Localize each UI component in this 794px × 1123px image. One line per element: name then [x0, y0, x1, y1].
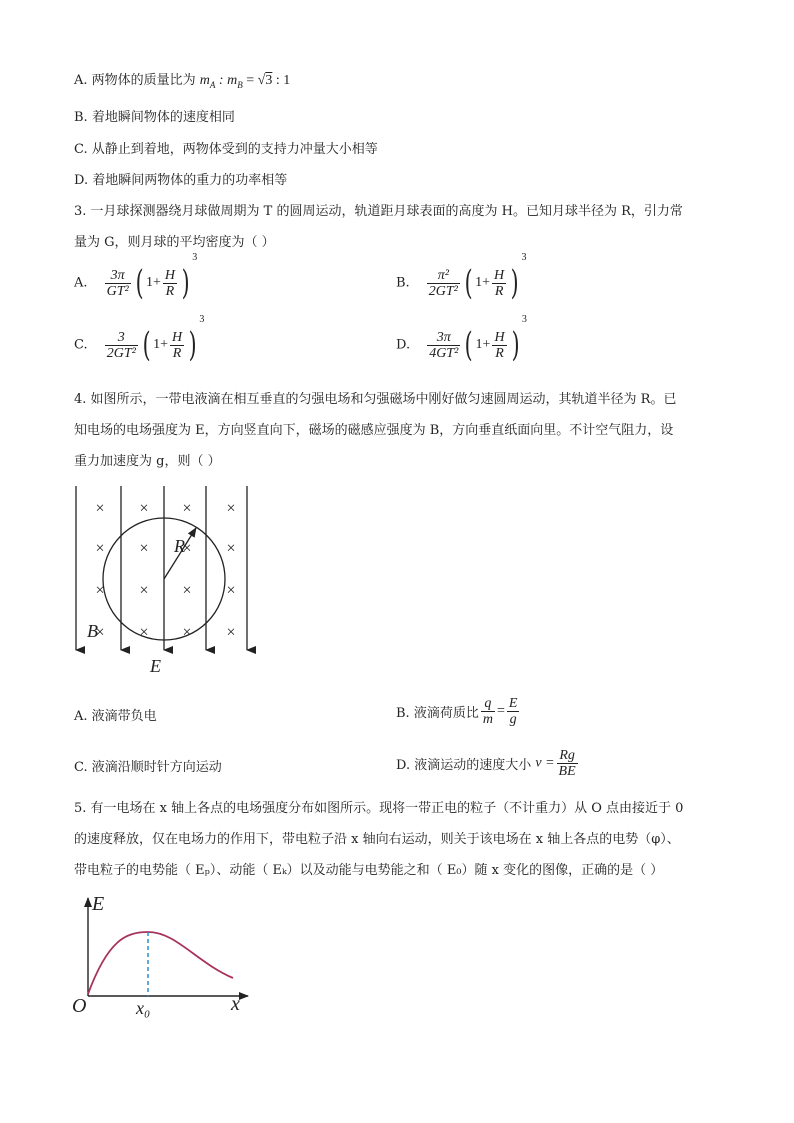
magnetic-field-cross: ×	[95, 624, 105, 641]
magnetic-field-cross: ×	[182, 624, 192, 641]
magnetic-field-cross: ×	[95, 540, 105, 557]
q2-option-d: D. 着地瞬间两物体的重力的功率相等	[74, 173, 288, 188]
q4-option-b: B. 液滴荷质比 $\frac{q}{m}$ = $\frac{E}{g}$	[396, 696, 518, 727]
q3-option-b: B. $\frac{\text{π²}}{\text{2GT²}}$ ( 1+ $\frac{H}{R}$ )$^3$	[396, 252, 527, 303]
label-o: O	[72, 995, 87, 1017]
magnetic-field-cross: ×	[139, 624, 149, 641]
q4-option-d: D. 液滴运动的速度大小 v = $\frac{Rg}{BE}$	[396, 748, 576, 779]
magnetic-field-cross: ×	[226, 582, 236, 599]
q5-stem-line2: 的速度释放，仅在电场力的作用下，带电粒子沿 x 轴向右运动，则关于该电场在 x 轴上各点的电势（φ）、	[74, 832, 680, 847]
q4-option-c: C. 液滴沿顺时针方向运动	[74, 760, 222, 775]
q3-option-a: A. $\frac{3\pi}{\text{GT²}}$ ( 1+ $\frac{H}{R}$ )$^3$	[74, 252, 198, 303]
magnetic-field-cross: ×	[226, 500, 236, 517]
magnetic-field-cross: ×	[139, 540, 149, 557]
q3-stem-line1: 3. 一月球探测器绕月球做周期为 T 的圆周运动，轨道距月球表面的高度为 H。已知月球半径为 R，引力常	[74, 204, 683, 219]
label-r: R	[174, 536, 185, 556]
magnetic-field-cross: ×	[95, 582, 105, 599]
q2-option-b: B. 着地瞬间物体的速度相同	[74, 110, 235, 125]
q2-option-a-text: A. 两物体的质量比为	[74, 73, 196, 88]
q2-option-c: C. 从静止到着地，两物体受到的支持力冲量大小相等	[74, 142, 378, 157]
q3-option-c: C. $\frac{3}{\text{2GT²}}$ ( 1+ $\frac{H}{R}$ )$^3$	[74, 314, 205, 365]
q3-stem-line2: 量为 G，则月球的平均密度为（ ）	[74, 235, 275, 250]
magnetic-field-cross: ×	[95, 500, 105, 517]
q5-stem-line3: 带电粒子的电势能（ Eₚ）、动能（ Eₖ）以及动能与电势能之和（ E₀）随 x 变化的图像，正确的是（ ）	[74, 863, 664, 878]
magnetic-field-cross: ×	[182, 500, 192, 517]
sqrt-symbol: √3	[257, 73, 273, 88]
q5-stem-line1: 5. 有一电场在 x 轴上各点的电场强度分布如图所示。现将一带正电的粒子（不计重力）从 O 点由接近于 0	[74, 801, 684, 816]
label-e: E	[150, 656, 161, 676]
magnetic-field-cross: ×	[182, 582, 192, 599]
label-b: B	[87, 621, 98, 641]
q2-option-a: A. 两物体的质量比为 $m_A$ : $m_B = √3$ : 1	[74, 73, 291, 90]
field-curve	[88, 932, 233, 994]
q4-stem-line2: 知电场的电场强度为 E，方向竖直向下，磁场的磁感应强度为 B，方向垂直纸面向里。不计空气阻力，设	[74, 423, 674, 438]
magnetic-field-cross: ×	[226, 540, 236, 557]
magnetic-field-cross: ×	[139, 500, 149, 517]
label-x0: x₀	[136, 998, 151, 1018]
label-x: x	[231, 993, 240, 1015]
q4-stem-line1: 4. 如图所示，一带电液滴在相互垂直的匀强电场和匀强磁场中刚好做匀速圆周运动，其轨道半径为 R。已	[74, 392, 677, 407]
magnetic-field-cross: ×	[139, 582, 149, 599]
q4-stem-line3: 重力加速度为 g，则（ ）	[74, 454, 221, 469]
q5-field-graph	[68, 890, 258, 1020]
q3-option-d: D. $\frac{3\pi}{\text{4GT²}}$ ( 1+ $\frac{H}{R}$ )$^3$	[396, 314, 527, 365]
label-e: E	[92, 893, 105, 915]
q4-option-a: A. 液滴带负电	[74, 709, 157, 724]
magnetic-field-cross: ×	[226, 624, 236, 641]
q2-mass-ratio: $m_A$ : $m_B$	[199, 73, 243, 90]
magnetic-field-cross: ×	[182, 540, 192, 557]
q4-field-figure	[60, 478, 260, 678]
